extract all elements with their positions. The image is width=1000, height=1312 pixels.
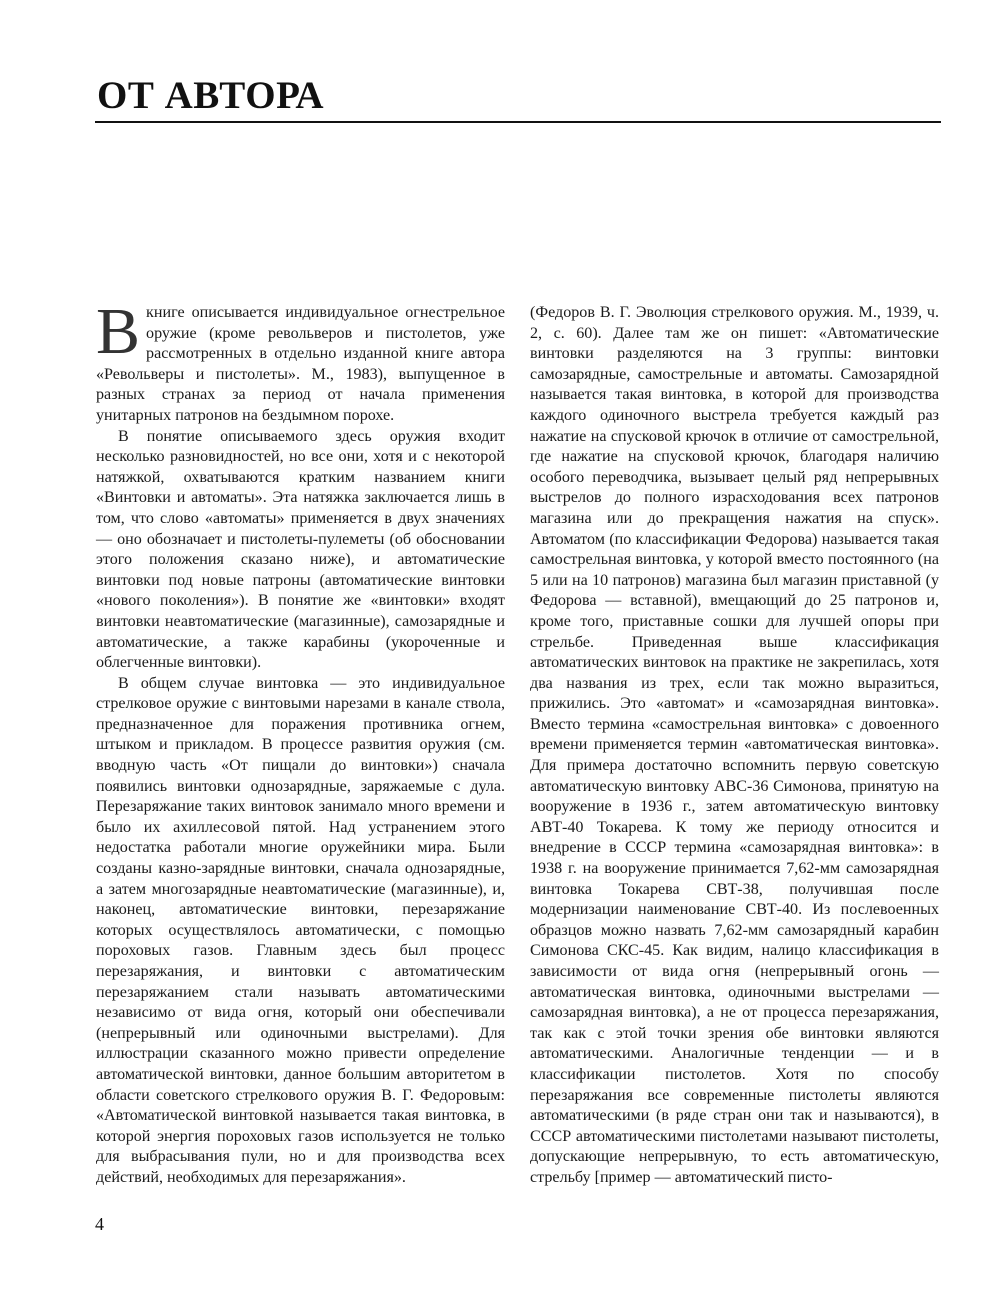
drop-cap: В [96,295,141,368]
page-number: 4 [95,1214,104,1234]
paragraph-1 [96,295,505,427]
paragraph-1-text: книге описывается индивидуальное огнестрельное оружие (кроме револьверов и пистолетов, уже рассмотренных в отдельно изданной книге автора «Револьверы и пистолеты». М., 1983), выпущенное в разных странах за период от начала применения унитарных патронов на бездымном порохе. [96,304,505,424]
left-column [96,295,505,1189]
paragraph-3: В общем случае винтовка — это индивидуальное стрелковое оружие с винтовыми нарезами в канале ствола, предназначенное для поражения противника огнем, штыком и прикладом. В процессе развития оружия (см. вводную часть «От пищали до винтовки») сначала появились винтовки однозарядные, заряжаемые с дула. Перезаряжание таких винтовок занимало много времени и было их ахиллесовой пятой. Над устранением этого недостатка работали многие оружейники мира. Были созданы казно-зарядные винтовки, сначала однозарядные, а затем многозарядные неавтоматические (магазинные), и, наконец, автоматические винтовки, перезаряжание которых осуществлялось автоматически, с помощью пороховых газов. Главным здесь был процесс перезаряжания, и винтовки с автоматическим перезаряжанием стали называть автоматическими независимо от вида огня, который они обеспечивали (непрерывный или одиночными выстрелами). Для иллюстрации сказанного можно привести определение автоматической винтовки, данное большим авторитетом в области советского стрелкового оружия В. Г. Федоровым: «Автоматической винтовкой называется такая винтовка, в которой энергия пороховых газов используется не только для выбрасывания пули, но и для производства всех действий, необходимых для перезаряжания». [96,674,505,1186]
page-title: ОТ АВТОРА [97,74,325,117]
title-rule [95,121,941,123]
right-column [530,303,939,1189]
paragraph-4: (Федоров В. Г. Эволюция стрелкового оружия. М., 1939, ч. 2, с. 60). Далее там же он пишет: «Автоматические винтовки разделяются на 3 группы: винтовки самозарядные, самострельные и автоматы. Самозарядной называется такая винтовка, в которой для производства каждого одиночного выстрела требуется каждый раз нажатие на спусковой крючок в отличие от самострельной, где нажатие на спусковой крючок, благодаря наличию особого переводчика, вызывает целый ряд непрерывных выстрелов до полного израсходования всех патронов магазина или до прекращения нажатия на спуск». Автоматом (по классификации Федорова) называется такая самострельная винтовка, у которой вместо постоянного (на 5 или на 10 патронов) магазина был магазин приставной (у Федорова — вставной), вмещающий до 25 патронов и, кроме того, приставные сошки для лучшей опоры при стрельбе. Приведенная выше классификация автоматических винтовок на практике не закрепилась, хотя два названия из трех, если так можно выразиться, прижились. Это «автомат» и «самозарядная винтовка». Вместо термина «самострельная винтовка» с довоенного времени применяется термин «автоматическая винтовка». Для примера достаточно вспомнить первую советскую автоматическую винтовку АВС-36 Симонова, принятую на вооружение в 1936 г., затем автоматическую винтовку АВТ-40 Токарева. К тому же периоду относится и внедрение в СССР термина «самозарядная винтовка»: в 1938 г. на вооружение принимается 7,62-мм самозарядная винтовка Токарева СВТ-38, получившая после модернизации наименование СВТ-40. Из послевоенных образцов можно назвать 7,62-мм самозарядный карабин Симонова СКС-45. Как видим, налицо классификация в зависимости от вида огня (непрерывный огонь — автоматическая винтовка, одиночными выстрелами — самозарядная винтовка), а не от процесса перезаряжания, так как с этой точки зрения обе винтовки являются автоматическими. Аналогичные тенденции — и в классификации пистолетов. Хотя по способу перезаряжания все современные пистолеты являются автоматическими (в ряде стран они так и называются), в СССР автоматическими пистолетами называют пистолеты, допускающие непрерывную, то есть автоматическую, стрельбу [пример — автоматический писто- [530,304,939,1186]
paragraph-2: В понятие описываемого здесь оружия входит несколько разновидностей, но все они, хотя и с некоторой натяжкой, охватываются кратким названием книги «Винтовки и автоматы». Эта натяжка заключается лишь в том, что слово «автоматы» применяется в двух значениях — оно обозначает и пистолеты-пулеметы (об обосновании этого положения сказано ниже), и автоматические винтовки под новые патроны (автоматические винтовки «нового поколения»). В понятие же «винтовки» входят винтовки неавтоматические (магазинные), самозарядные и автоматические, а также карабины (укороченные и облегченные винтовки). [96,427,505,672]
